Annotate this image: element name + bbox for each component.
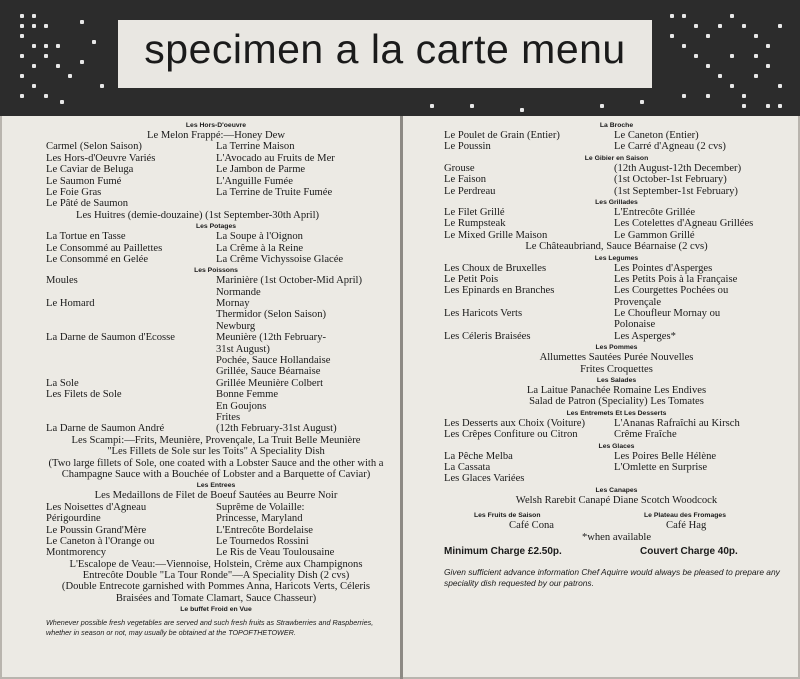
section-heading: Les Glaces <box>598 442 635 450</box>
decorative-dot <box>32 14 36 18</box>
section-heading: Les Salades <box>596 377 637 385</box>
menu-row <box>444 319 789 330</box>
dish-left: Les Noisettes d'Agneau <box>46 501 147 513</box>
menu-row <box>46 141 386 152</box>
menu-row <box>46 243 386 254</box>
decorative-dot <box>600 104 604 108</box>
menu-row <box>46 401 386 412</box>
decorative-dot <box>778 104 782 108</box>
dish-left: Le Consommé au Paillettes <box>46 242 163 254</box>
dish-left: Les Hors-d'Oeuvre Variés <box>46 152 156 164</box>
decorative-dot <box>718 24 722 28</box>
decorative-dot <box>778 24 782 28</box>
dish-right: Normande <box>216 286 261 298</box>
garnish-description: (Double Entrecote garnished with Pommes Anna, Haricots Verts, Céleris Braisées and Tomate Clamart, Sauce Chasseur) <box>61 581 371 604</box>
dish-right: L'Entrecôte Bordelaise <box>216 524 313 536</box>
section-heading: Les Grillades <box>595 198 638 206</box>
menu-row <box>46 412 386 423</box>
menu-line: Frites Croquettes <box>580 363 653 375</box>
dish-right: Newburg <box>216 320 256 332</box>
menu-row <box>46 287 386 298</box>
dish-right: (1st September-1st February) <box>614 185 738 197</box>
dish-left: Les Filets de Sole <box>46 389 122 401</box>
section-heading: Les Pommes <box>595 344 638 352</box>
dish-left: Les Crêpes Confiture ou Citron <box>444 429 578 441</box>
speciality-line: "Les Fillets de Sole sur les Toits" A Speciality Dish <box>107 446 325 458</box>
dish-left: Le Filet Grillé <box>444 206 505 218</box>
menu-row <box>444 451 789 462</box>
dish-right: La Crême à la Reine <box>216 242 304 254</box>
dish-left: Le Perdreau <box>444 185 496 197</box>
decorative-dot <box>706 34 710 38</box>
menu-line: Le Châteaubriand, Sauce Béarnaise (2 cvs) <box>525 241 708 253</box>
decorative-dot <box>80 20 84 24</box>
dish-left: Le Saumon Fumé <box>46 175 122 187</box>
decorative-dot <box>520 108 524 112</box>
menu-row <box>444 207 789 218</box>
dish-right: La Terrine de Truite Fumée <box>216 186 333 198</box>
dish-right: Grillée Meunière Colbert <box>216 377 324 389</box>
menu-row <box>46 344 386 355</box>
dish-left: Moules <box>46 275 78 287</box>
speciality-line: Entrecôte Double "La Tour Ronde"—A Speciality Dish (2 cvs) <box>82 570 350 582</box>
dish-right: Les Petits Pois à la Française <box>614 273 738 285</box>
decorative-dot <box>730 84 734 88</box>
menu-row <box>46 231 386 242</box>
menu-line: Allumettes Sautées Purée Nouvelles <box>539 352 694 364</box>
decorative-dot <box>44 24 48 28</box>
menu-row <box>46 355 386 366</box>
decorative-dot <box>682 44 686 48</box>
menu-row <box>46 321 386 332</box>
menu-row <box>444 141 789 152</box>
dish-left: Le Poulet de Grain (Entier) <box>444 130 560 141</box>
dish-right: L'Avocado au Fruits de Mer <box>216 152 335 164</box>
dish-left: Périgourdine <box>46 513 101 525</box>
section-heading: Les Canapes <box>595 486 638 494</box>
footnote: Given sufficient advance information Chef Aquirre would always be pleased to prepare any speciality dish requested by our patrons. <box>444 567 780 589</box>
dish-left: La Sole <box>46 377 79 389</box>
decorative-dot <box>20 94 24 98</box>
dish-left: Le Rumpsteak <box>444 218 506 230</box>
dish-right: En Goujons <box>216 400 267 412</box>
decorative-dot <box>742 24 746 28</box>
menu-line: Les Medaillons de Filet de Boeuf Sautées au Beurre Noir <box>94 490 338 502</box>
dish-right: Les Pointes d'Asperges <box>614 262 713 274</box>
dish-left: Le Caviar de Beluga <box>46 164 134 176</box>
dish-left: Les Céleris Braisées <box>444 330 531 342</box>
section-heading: Les Entrees <box>196 482 236 490</box>
dish-left: Les Epinards en Branches <box>444 285 555 297</box>
dish-left: Le Poussin <box>444 141 491 153</box>
speciality-description: (Two large fillets of Sole, one coated with a Lobster Sauce and the other with a Champagne Sauce with a Bouchée of Lobster and a Barquette of Caviar) <box>48 457 384 480</box>
decorative-dot <box>60 100 64 104</box>
minimum-charge: Minimum Charge £2.50p. <box>444 545 562 557</box>
dish-left: Carmel (Selon Saison) <box>46 141 142 153</box>
dish-left: Le Poussin Grand'Mère <box>46 524 147 536</box>
menu-row <box>46 502 386 513</box>
dish-right: Frites <box>216 411 241 423</box>
decorative-dot <box>730 14 734 18</box>
dish-left: La Pêche Melba <box>444 450 513 462</box>
menu-line: Les Huitres (demie-douzaine) (1st September-30th April) <box>76 209 320 221</box>
decorative-dot <box>100 84 104 88</box>
menu-row <box>46 254 386 265</box>
title-box <box>118 20 652 88</box>
dish-left: Le Pâté de Saumon <box>46 198 129 210</box>
menu-row <box>444 308 789 319</box>
dish-right: (12th August-12th December) <box>614 162 742 174</box>
decorative-dot <box>742 104 746 108</box>
dish-left: Les Desserts aux Choix (Voiture) <box>444 417 586 429</box>
dish-left: La Tortue en Tasse <box>46 231 126 243</box>
dish-left: Montmorency <box>46 547 107 559</box>
decorative-dot <box>640 100 644 104</box>
dish-left: Les Choux de Bruxelles <box>444 262 547 274</box>
menu-row <box>444 429 789 440</box>
dish-left: La Darne de Saumon d'Ecosse <box>46 332 175 344</box>
menu-row <box>46 536 386 547</box>
dish-right: Les Cotelettes d'Agneau Grillées <box>614 218 754 230</box>
dish-right: La Soupe à l'Oignon <box>216 231 303 243</box>
dish-right: Le Tournedos Rossini <box>216 535 309 547</box>
dish-right: Thermidor (Selon Saison) <box>216 309 327 321</box>
dish-left: Le Caneton à l'Orange ou <box>46 535 155 547</box>
dish-left: La Darne de Saumon André <box>46 423 165 435</box>
decorative-dot <box>682 14 686 18</box>
menu-row <box>46 164 386 175</box>
dish-right: L'Entrecôte Grillée <box>614 206 696 218</box>
section-heading: Le Plateau des Fromages <box>644 512 726 520</box>
menu-row <box>46 309 386 320</box>
dish-right: La Crême Vichyssoise Glacée <box>216 253 344 265</box>
menu-row <box>46 176 386 187</box>
menu-line: Welsh Rarebit Canapé Diane Scotch Woodcock <box>515 494 718 506</box>
dish-right: L'Anguille Fumée <box>216 175 293 187</box>
dish-right: Provençale <box>614 296 662 308</box>
dish-right: Princesse, Maryland <box>216 513 303 525</box>
decorative-dot <box>706 64 710 68</box>
menu-row <box>444 218 789 229</box>
decorative-dot <box>694 54 698 58</box>
dish-right: (12th February-31st August) <box>216 423 337 435</box>
menu-row <box>444 163 789 174</box>
dish-right: Bonne Femme <box>216 389 279 401</box>
dish-left: Le Homard <box>46 298 95 310</box>
section-heading: Les Hors-D'oeuvre <box>185 122 247 129</box>
menu-row <box>46 298 386 309</box>
menu-row <box>46 198 386 209</box>
decorative-dot <box>766 44 770 48</box>
decorative-dot <box>20 74 24 78</box>
dish-left: Le Foie Gras <box>46 186 102 198</box>
menu-row <box>444 186 789 197</box>
decorative-dot <box>694 24 698 28</box>
menu-row <box>444 130 789 141</box>
dish-right: (1st October-1st February) <box>614 174 727 186</box>
decorative-dot <box>718 74 722 78</box>
charges-row <box>444 546 789 557</box>
menu-title: specimen a la carte menu <box>144 26 626 72</box>
dish-right: 31st August) <box>216 343 270 355</box>
menu-row <box>46 513 386 524</box>
dish-right: Grillée, Sauce Béarnaise <box>216 366 321 378</box>
coffee-row <box>444 520 789 531</box>
decorative-dot <box>754 54 758 58</box>
menu-row <box>46 187 386 198</box>
menu-row <box>46 332 386 343</box>
decorative-dot <box>44 94 48 98</box>
menu-row <box>444 174 789 185</box>
menu-line: Les Scampi:—Frits, Meunière, Provençale, La Truit Belle Meunière <box>71 434 361 446</box>
dish-right: Polonaise <box>614 319 656 331</box>
dish-right: Crême Fraîche <box>614 429 677 441</box>
section-heading: Le Gibier en Saison <box>584 154 649 162</box>
section-heading: Les Potages <box>195 223 237 231</box>
menu-row <box>46 423 386 434</box>
menu-row <box>46 275 386 286</box>
dish-right: Café Hag <box>666 520 707 532</box>
availability-note: *when available <box>581 531 652 543</box>
menu-row <box>46 547 386 558</box>
decorative-dot <box>56 44 60 48</box>
decorative-dot <box>754 74 758 78</box>
section-heading: Les Poissons <box>194 267 238 275</box>
dish-right: Le Gammon Grillé <box>614 229 695 241</box>
menu-row <box>444 462 789 473</box>
menu-row <box>46 378 386 389</box>
dish-left: Le Faison <box>444 174 487 186</box>
menu-row <box>444 263 789 274</box>
section-heading: La Broche <box>599 122 634 129</box>
menu-line: Le Melon Frappé:—Honey Dew <box>147 130 285 141</box>
menu-row <box>444 285 789 296</box>
couvert-charge: Couvert Charge 40p. <box>640 545 738 557</box>
decorative-dot <box>766 64 770 68</box>
decorative-dot <box>742 94 746 98</box>
footnote: Whenever possible fresh vegetables are served and such fresh fruits as Strawberries and Raspberries, whether in season or not, may usually be obtained at the TOPOFTHETOWER. <box>46 618 374 637</box>
decorative-dot <box>766 104 770 108</box>
menu-line: L'Escalope de Veau:—Viennoise, Holstein, Crème aux Champignons <box>69 558 363 570</box>
decorative-dot <box>32 84 36 88</box>
menu-line: Salad de Patron (Speciality) Les Tomates <box>529 396 704 408</box>
decorative-dot <box>470 104 474 108</box>
dish-left: Les Glaces Variées <box>444 473 525 485</box>
dish-right: Marinière (1st October-Mid April) <box>216 275 362 287</box>
decorative-dot <box>92 40 96 44</box>
decorative-dot <box>32 64 36 68</box>
dish-right: Le Ris de Veau Toulousaine <box>216 547 335 559</box>
decorative-dot <box>44 54 48 58</box>
section-heading: Les Entremets Et Les Desserts <box>566 409 667 417</box>
dish-right: Les Courgettes Pochées ou <box>614 285 729 297</box>
dish-left: La Cassata <box>444 461 491 473</box>
decorative-dot <box>706 94 710 98</box>
decorative-dot <box>44 44 48 48</box>
dish-right: Mornay <box>216 298 250 310</box>
dish-right: Meunière (12th February- <box>216 332 327 344</box>
decorative-dot <box>56 64 60 68</box>
decorative-dot <box>670 14 674 18</box>
dish-right: Les Poires Belle Hélène <box>614 450 717 462</box>
decorative-dot <box>80 60 84 64</box>
right-column <box>444 120 789 589</box>
fruits-fromages-headings <box>444 510 789 520</box>
decorative-dot <box>754 34 758 38</box>
decorative-dot <box>430 104 434 108</box>
section-heading: Les Fruits de Saison <box>474 512 541 520</box>
menu-row <box>444 274 789 285</box>
dish-right: Suprême de Volaille: <box>216 501 305 513</box>
dish-left: Grouse <box>444 162 475 174</box>
decorative-dot <box>20 24 24 28</box>
decorative-dot <box>670 34 674 38</box>
menu-line: La Laitue Panachée Romaine Les Endives <box>526 385 707 397</box>
left-column <box>46 120 386 637</box>
dish-left: Le Mixed Grille Maison <box>444 229 548 241</box>
decorative-dot <box>68 74 72 78</box>
dish-left: Café Cona <box>509 520 555 532</box>
menu-row <box>444 418 789 429</box>
dish-left: Les Haricots Verts <box>444 308 523 320</box>
decorative-dot <box>20 54 24 58</box>
dish-right: Le Choufleur Mornay ou <box>614 308 721 320</box>
dish-right: Le Caneton (Entier) <box>614 130 699 141</box>
dish-right: Les Asperges* <box>614 330 676 342</box>
decorative-dot <box>32 44 36 48</box>
dish-right: La Terrine Maison <box>216 141 295 153</box>
menu-row <box>46 525 386 536</box>
dish-right: L'Omlette en Surprise <box>614 461 708 473</box>
decorative-dot <box>730 54 734 58</box>
menu-row <box>46 366 386 377</box>
dish-right: Le Carré d'Agneau (2 cvs) <box>614 141 726 153</box>
menu-row <box>46 389 386 400</box>
menu-row <box>444 473 789 484</box>
menu-row <box>444 297 789 308</box>
dish-right: L'Ananas Rafraîchi au Kirsch <box>614 417 740 429</box>
menu-row <box>444 230 789 241</box>
dish-left: Le Petit Pois <box>444 273 499 285</box>
dish-right: Pochée, Sauce Hollandaise <box>216 355 331 367</box>
decorative-dot <box>32 24 36 28</box>
dish-left: Le Consommé en Gelée <box>46 253 149 265</box>
dish-right: Le Jambon de Parme <box>216 164 306 176</box>
decorative-dot <box>682 94 686 98</box>
section-heading: Les Legumes <box>594 254 639 262</box>
decorative-dot <box>778 84 782 88</box>
decorative-dot <box>20 14 24 18</box>
menu-row <box>46 153 386 164</box>
section-heading: Le buffet Froid en Vue <box>180 606 252 614</box>
decorative-dot <box>20 34 24 38</box>
menu-row <box>444 331 789 342</box>
